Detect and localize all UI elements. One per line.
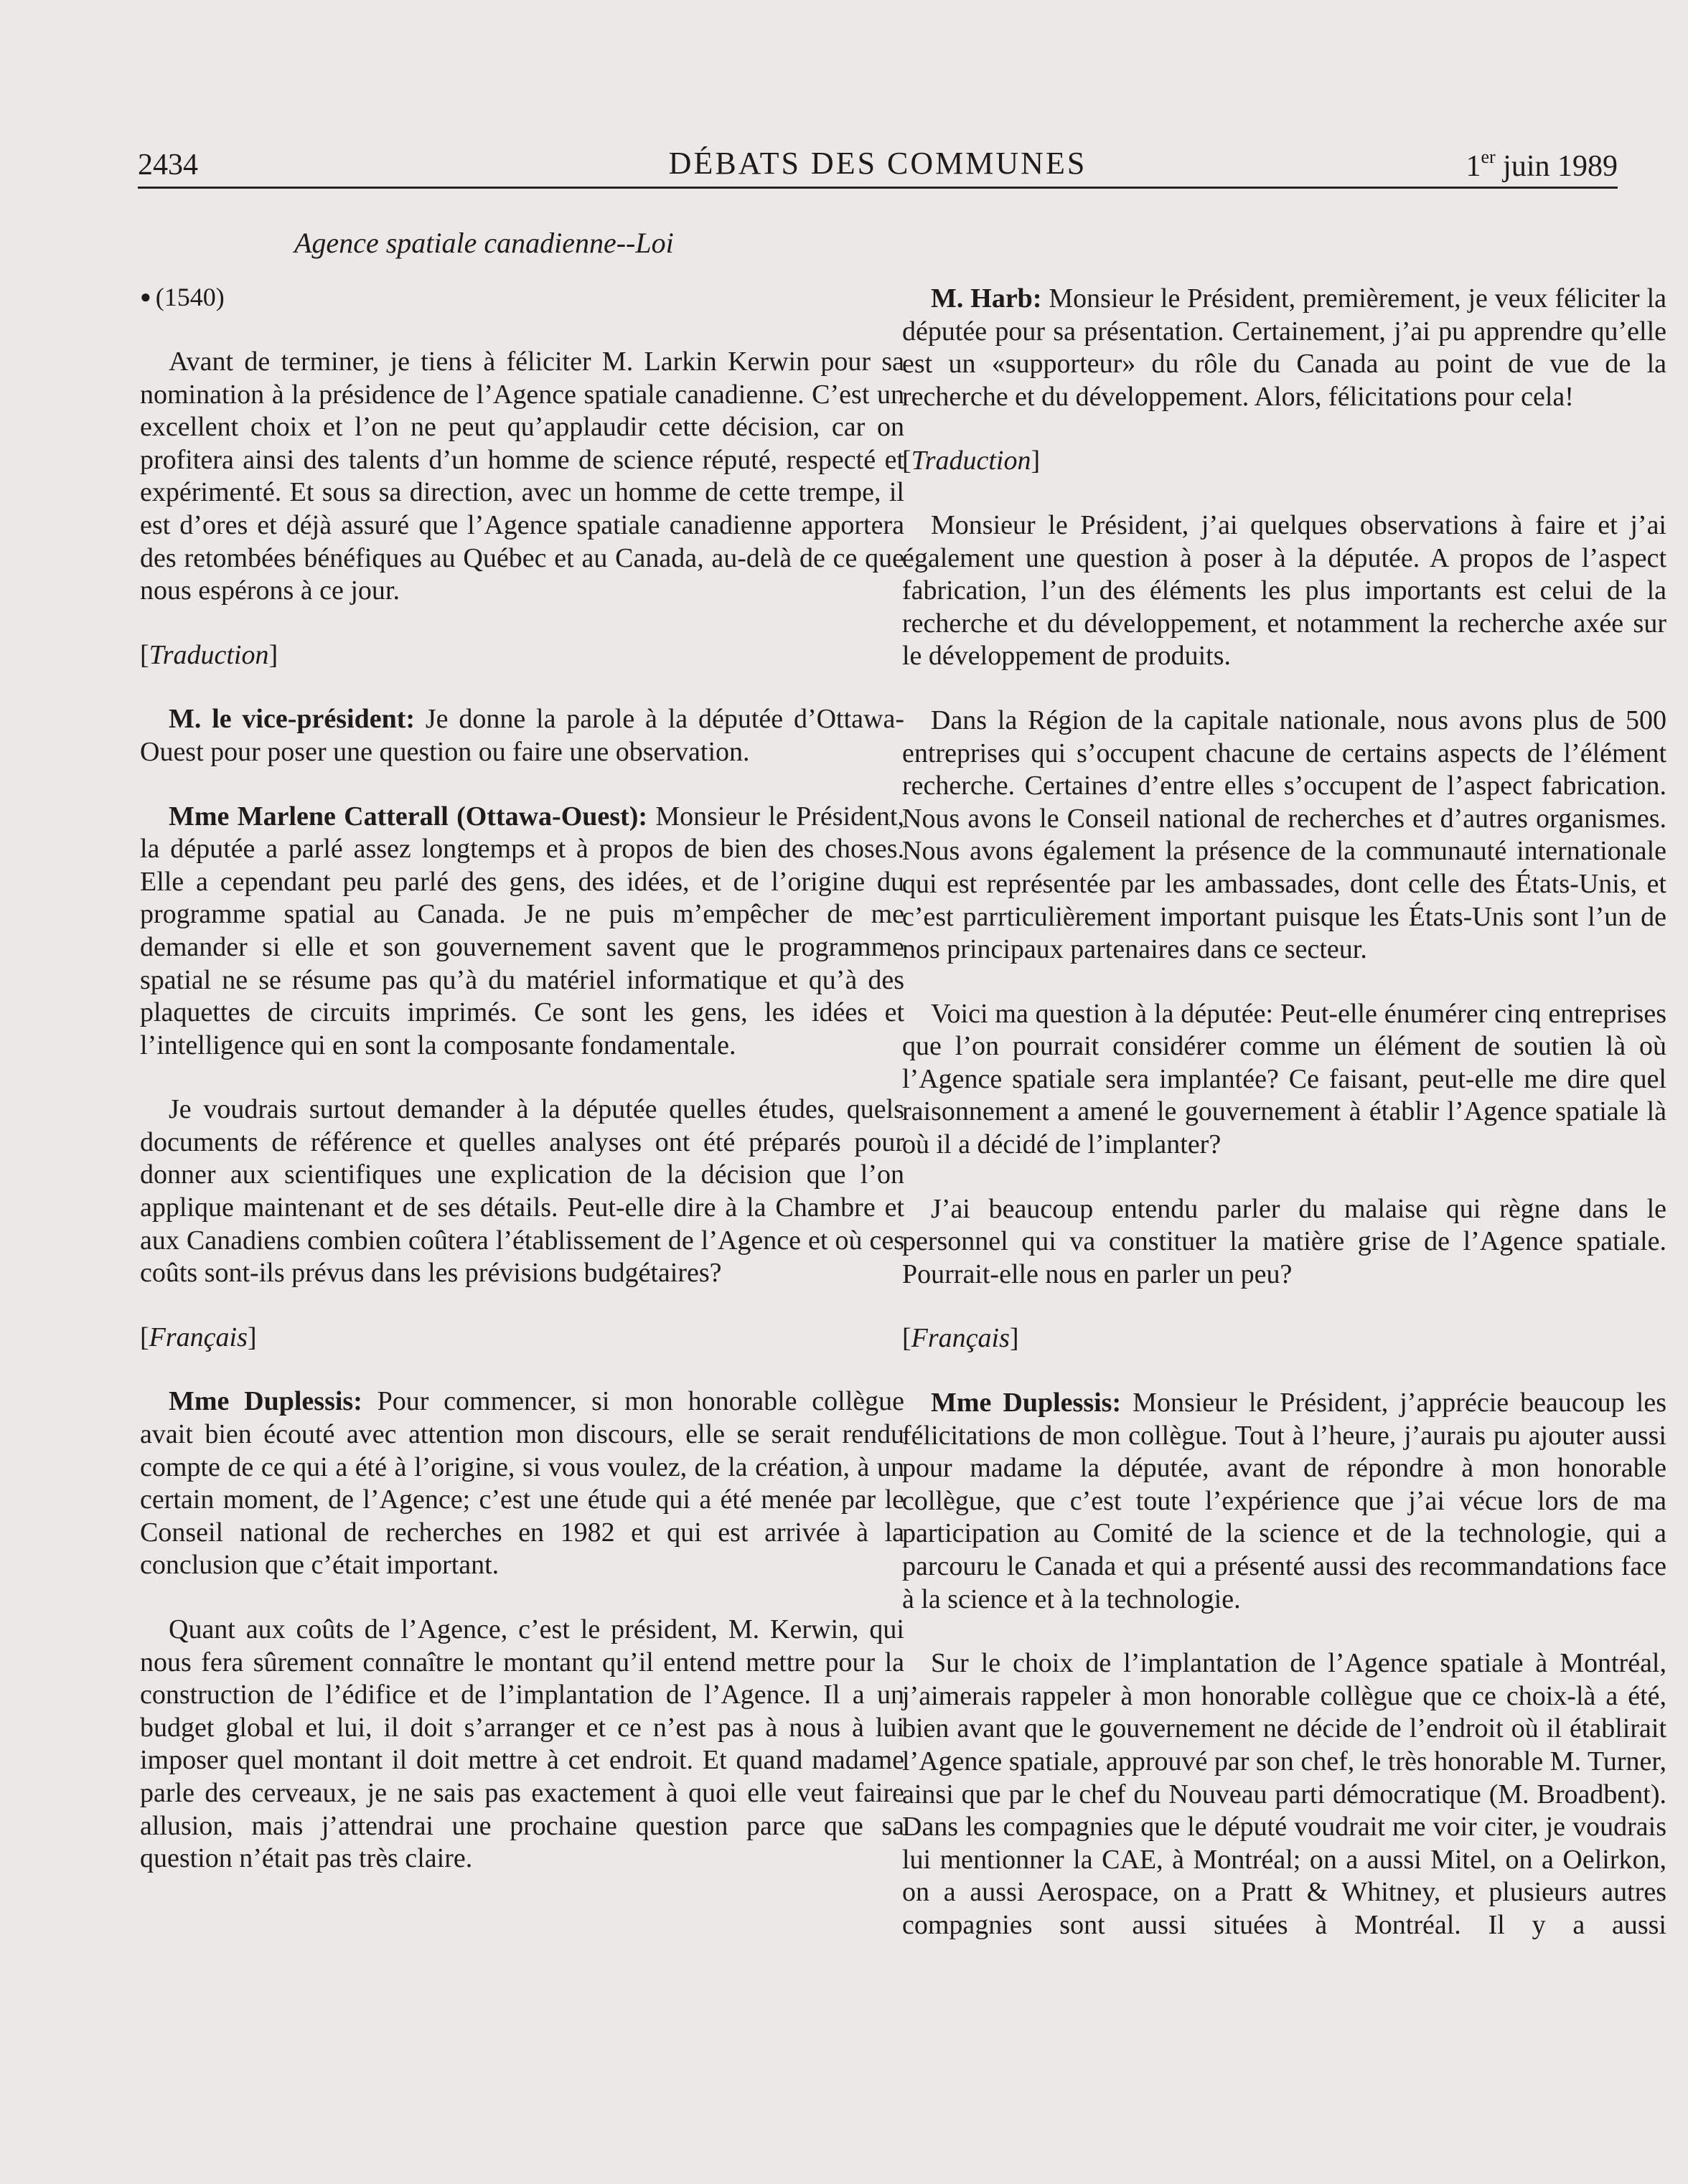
paragraph [902, 283, 1666, 413]
language-marker-text: Français [149, 1322, 248, 1352]
bullet-icon: ● [140, 286, 151, 307]
issue-date [1466, 146, 1618, 184]
language-marker: [Français] [140, 1322, 257, 1352]
paragraph [140, 801, 904, 1063]
language-marker: [Traduction] [140, 639, 278, 670]
language-marker-text: Traduction [149, 639, 269, 670]
paragraph [140, 1385, 904, 1582]
date-ordinal: 1 [1466, 150, 1481, 183]
language-marker: [Français] [902, 1323, 1019, 1354]
language-marker: [Traduction] [902, 446, 1041, 476]
time-marker-text: (1540) [155, 283, 225, 311]
speaker-name: Mme Marlene Catterall (Ottawa-Ouest): [169, 801, 648, 832]
paragraph: Voici ma question à la députée: Peut-elle énumérer cinq entreprises que l’on pourrait considérer comme un élément de soutien là où l’Agence spatiale sera implantée? Ce faisant, peut-elle me dire quel raisonnement a amené le gouvernement à établir l’Agence spatiale là où il a décidé de l’implanter? [902, 998, 1666, 1160]
paragraph [140, 703, 904, 768]
paragraph: J’ai beaucoup entendu parler du malaise qui règne dans le personnel qui va constituer la matière grise de l’Agence spatiale. Pourrait-elle nous en parler un peu? [902, 1193, 1666, 1289]
date-ordinal-suffix: er [1481, 146, 1496, 167]
speaker-name: Mme Duplessis: [169, 1386, 362, 1417]
left-column [140, 280, 904, 1907]
language-marker-text: Français [911, 1323, 1010, 1354]
page-header [138, 143, 1618, 189]
speaker-name: M. Harb: [931, 283, 1042, 314]
paragraph: Avant de terminer, je tiens à féliciter M. Larkin Kerwin pour sa nomination à la présidence de l’Agence spatiale canadienne. C’est un excellent choix et l’on ne peut qu’applaudir cette décision, car on profitera ainsi des talents d’un homme de science réputé, respecté et expérimenté. Et sous sa direction, avec un homme de cette trempe, il est d’ores et déjà assuré que l’Agence spatiale canadienne apportera des retombées bénéfiques au Québec et au Canada, au-delà de ce que nous espérons à ce jour. [140, 347, 904, 606]
speech-text: Pour commencer, si mon honorable collègue avait bien écouté avec attention mon discours, elle se serait rendu compte de ce qui a été à l’origine, si vous voulez, de la création, à un certain moment, de l’Agence; c’est une étude qui a été menée par le Conseil national de recherches en 1982 et qui est arrivée à la conclusion que c’était important. [140, 1386, 904, 1581]
speech-text: Monsieur le Président, la députée a parlé assez longtemps et à propos de bien des choses. Elle a cependant peu parlé des gens, des idées, et de l’origine du programme spatial au Canada. Je ne puis m’empêcher de me demander si elle et son gouvernement savent que le programme spatial ne se résume pas qu’à du matériel informatique et qu’à des plaquettes de circuits imprimés. Ce sont les gens, les idées et l’intelligence qui en sont la composante fondamentale. [140, 801, 904, 1060]
paragraph: Je voudrais surtout demander à la députée quelles études, quels documents de référence et quelles analyses ont été préparés pour donner aux scientifiques une explication de la décision que l’on applique maintenant et de ses détails. Peut-elle dire à la Chambre et aux Canadiens combien coûtera l’établissement de l’Agence et où ces coûts sont-ils prévus dans les prévisions budgétaires? [140, 1094, 904, 1289]
speech-text: Monsieur le Président, premièrement, je veux féliciter la députée pour sa présentation. Certainement, j’ai pu apprendre qu’elle est un «supporteur» du rôle du Canada au point de vue de la recherche et du développement. Alors, félicitations pour cela! [902, 283, 1667, 412]
right-column [902, 283, 1666, 1974]
page-number: 2434 [138, 149, 198, 182]
paragraph: Sur le choix de l’implantation de l’Agence spatiale à Montréal, j’aimerais rappeler à mon honorable collègue que ce choix-là a été, bien avant que le gouvernement ne décide de l’endroit où il établirait l’Agence spatiale, approuvé par son chef, le très honorable M. Turner, ainsi que par le chef du Nouveau parti démocratique (M. Broadbent). Dans les compagnies que le député voudrait me voir citer, je voudrais lui mentionner la CAE, à Montréal; on a aussi Mitel, on a Oelirkon, on a aussi Aerospace, on a Pratt & Whitney, et plusieurs autres compagnies sont aussi situées à Montréal. Il y a aussi [902, 1648, 1666, 1940]
running-head: Agence spatiale canadienne--Loi [294, 227, 674, 259]
paragraph: Dans la Région de la capitale nationale, nous avons plus de 500 entreprises qui s’occupent chacune de certains aspects de l’élément recherche. Certaines d’entre elles s’occupent de l’aspect fabrication. Nous avons le Conseil national de recherches et d’autres organismes. Nous avons également la présence de la communauté internationale qui est représentée par les ambassades, dont celle des États-Unis, et c’est parrticulièrement important puisque les États-Unis sont l’un de nos principaux partenaires dans ce secteur. [902, 705, 1666, 965]
paragraph: Monsieur le Président, j’ai quelques observations à faire et j’ai également une question à poser à la députée. A propos de l’aspect fabrication, l’un des éléments les plus importants est celui de la recherche et du développement, et notamment la recherche axée sur le développement de produits. [902, 509, 1666, 672]
paragraph [902, 1387, 1666, 1616]
time-marker [140, 280, 904, 314]
language-marker-text: Traduction [911, 446, 1031, 476]
speech-text: Monsieur le Président, j’apprécie beaucoup les félicitations de mon collègue. Tout à l’heure, j’aurais pu ajouter aussi pour madame la députée, avant de répondre à mon honorable collègue, que c’est toute l’expérience que j’ai vécue lors de ma participation au Comité de la science et de la technologie, qui a parcouru le Canada et qui a présenté aussi des recommandations face à la science et à la technologie. [902, 1388, 1666, 1614]
speaker-name: M. le vice-président: [169, 704, 416, 735]
speech-text: Je donne la parole à la députée d’Ottawa-Ouest pour poser une question ou faire une observation. [140, 704, 904, 767]
paragraph: Quant aux coûts de l’Agence, c’est le président, M. Kerwin, qui nous fera sûrement connaître le montant qu’il entend mettre pour la construction de l’édifice et de l’implantation de l’Agence. Il a un budget global et lui, il doit s’arranger et ce n’est pas à nous à lui imposer quel montant il doit mettre à cet endroit. Et quand madame parle des cerveaux, je ne sais pas exactement à quoi elle veut faire allusion, mais j’attendrai une prochaine question parce que sa question n’était pas très claire. [140, 1614, 904, 1874]
journal-title: DÉBATS DES COMMUNES [668, 146, 1087, 181]
speaker-name: Mme Duplessis: [931, 1388, 1122, 1418]
date-rest: juin 1989 [1495, 150, 1618, 183]
